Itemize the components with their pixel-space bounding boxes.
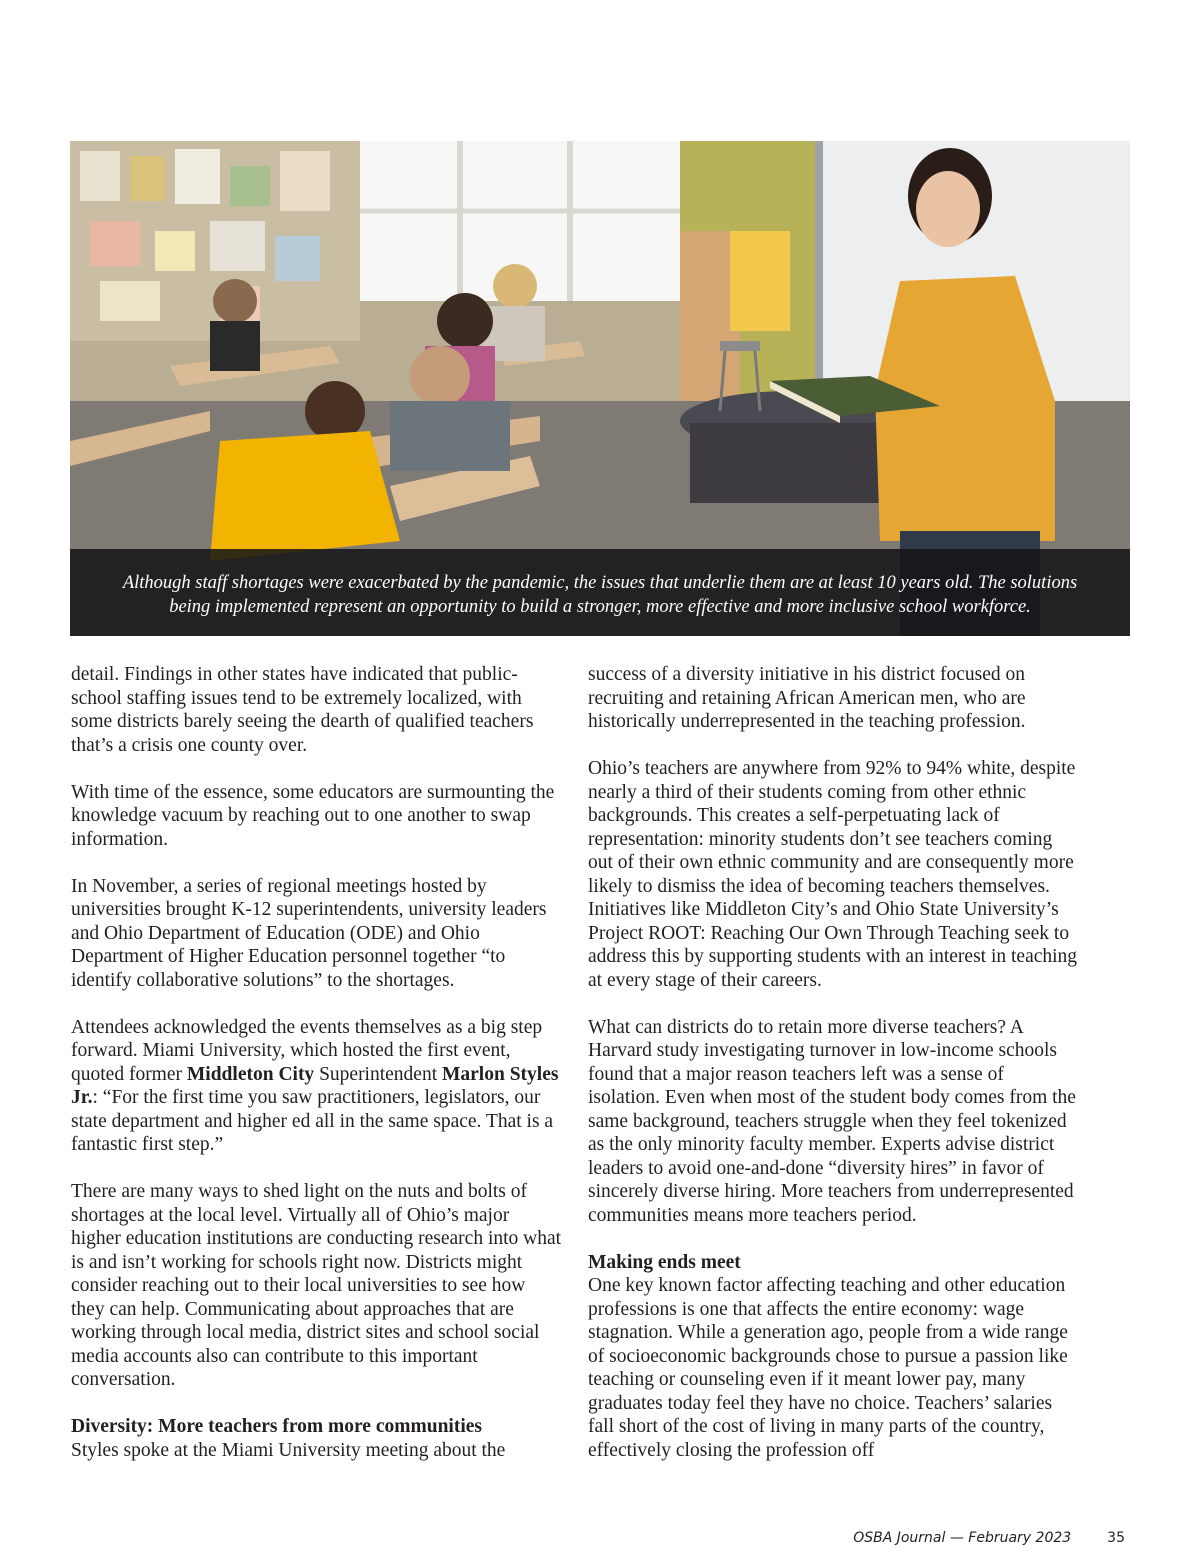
- text-run: Superintendent: [314, 1063, 442, 1085]
- section-heading-making-ends-meet: Making ends meet: [588, 1251, 741, 1273]
- text-run: Attendees acknowledged the events themselves as a big step forward. Miami University, which hosted the first event, quoted former: [71, 1016, 543, 1085]
- photo-caption: Although staff shortages were exacerbated by the pandemic, the issues that underlie them are at least 10 years old. The solutions being implemented represent an opportunity to build a stronger, more effective and more inclusive school workforce.: [122, 573, 1078, 617]
- person-name: Marlon Styles Jr.: [71, 1063, 559, 1108]
- paragraph-quote: [71, 1016, 563, 1157]
- paragraph: Ohio’s teachers are anywhere from 92% to 94% white, despite nearly a third of their students coming from other ethnic backgrounds. This creates a self-perpetuating lack of representation: minority students don’t see teachers coming out of their own ethnic community and are consequently more likely to dismiss the idea of becoming teachers themselves. Initiatives like Middleton City’s and Ohio State University’s Project ROOT: Reaching Our Own Through Teaching seek to address this by supporting students with an interest in teaching at every stage of their careers.: [588, 758, 1078, 991]
- district-name: Middleton City: [186, 1063, 315, 1085]
- page-number: 35: [1107, 1530, 1125, 1546]
- classroom-photo: [70, 141, 1130, 636]
- paragraph: Styles spoke at the Miami University meeting about the: [71, 1439, 506, 1461]
- paragraph: One key known factor affecting teaching and other education professions is one that affects the entire economy: wage stagnation. While a generation ago, people from a wide range of socioeconomic backgrounds chose to pursue a passion like teaching or counseling even if it meant lower pay, many graduates today feel they have no choice. Teachers’ salaries fall short of the cost of living in many parts of the country, effectively closing the profession off: [588, 1275, 1068, 1461]
- page-footer: [853, 1530, 1125, 1546]
- journal-title: OSBA Journal — February 2023: [853, 1530, 1072, 1546]
- paragraph: There are many ways to shed light on the nuts and bolts of shortages at the local level. Virtually all of Ohio’s major higher education institutions are conducting research into what is and isn’t working for schools right now. Districts might consider reaching out to their local universities to see how they can help. Communicating about approaches that are working through local media, district sites and school social media accounts also can contribute to this important conversation.: [71, 1181, 562, 1390]
- paragraph: In November, a series of regional meetings hosted by universities brought K-12 superintendents, university leaders and Ohio Department of Education (ODE) and Ohio Department of Higher Education personnel together “to identify collaborative solutions” to the shortages.: [71, 875, 547, 991]
- paragraph: What can districts do to retain more diverse teachers? A Harvard study investigating turnover in low-income schools found that a major reason teachers left was a sense of isolation. Even when most of the student body comes from the same background, teachers struggle when they feel tokenized as the only minority faculty member. Experts advise district leaders to avoid one-and-done “diversity hires” in favor of sincerely diverse hiring. More teachers from underrepresented communities means more teachers period.: [588, 1016, 1076, 1226]
- text-run: : “For the first time you saw practitioners, legislators, our state department and higher ed all in the same space. That is a fantastic first step.”: [71, 1087, 554, 1155]
- left-column: [71, 663, 563, 1462]
- paragraph: success of a diversity initiative in his district focused on recruiting and retaining African American men, who are historically underrepresented in the teaching profession.: [588, 664, 1026, 732]
- right-column: [588, 663, 1080, 1462]
- paragraph: With time of the essence, some educators are surmounting the knowledge vacuum by reaching out to one another to swap information.: [71, 781, 555, 850]
- section-heading-diversity: Diversity: More teachers from more communities: [71, 1416, 482, 1437]
- paragraph: detail. Findings in other states have indicated that public-school staffing issues tend to be extremely localized, with some districts barely seeing the dearth of qualified teachers that’s a crisis one county over.: [71, 664, 534, 756]
